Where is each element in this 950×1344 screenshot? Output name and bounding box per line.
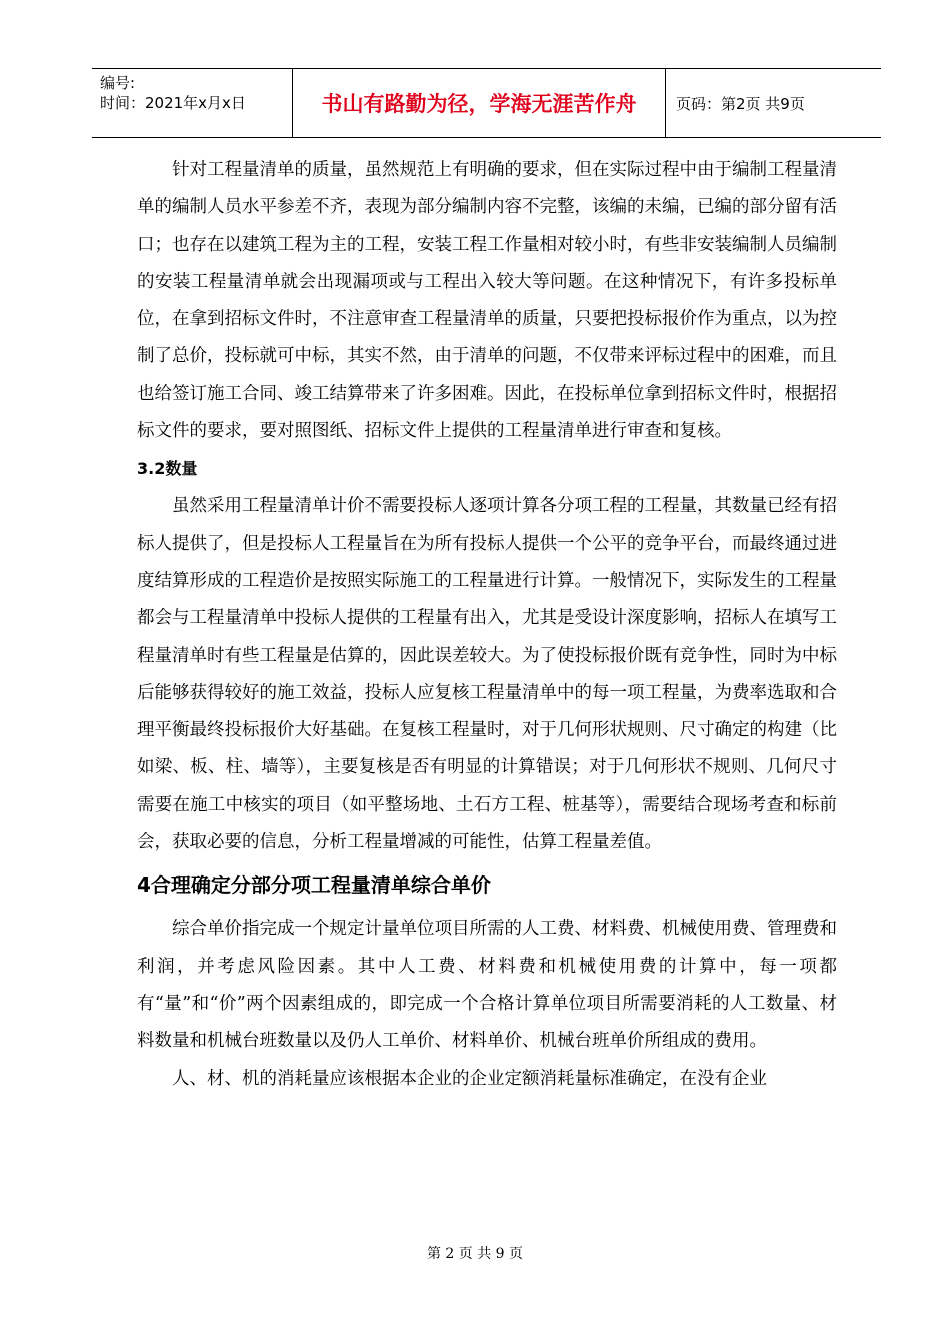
paragraph-consumption: 人、材、机的消耗量应该根据本企业的企业定额消耗量标准确定，在没有企业 xyxy=(172,1068,767,1089)
page-header xyxy=(92,68,881,138)
heading-3-2-quantity: 3.2数量 xyxy=(137,459,198,479)
document-number-label: 编号: xyxy=(100,74,136,92)
paragraph-quantity: 虽然采用工程量清单计价不需要投标人逐项计算各分项工程的工程量，其数量已经有招标人提供了，但是投标人工程量旨在为所有投标人提供一个公平的竞争平台，而最终通过进度结算形成的工程造价是按照实际施工的工程量进行计算。一般情况下，实际发生的工程量都会与工程量清单中投标人提供的工程量有出入，尤其是受设计深度影响，招标人在填写工程量清单时有些工程量是估算的，因此误差较大。为了使投标报价既有竞争性，同时为中标后能够获得较好的施工效益，投标人应复核工程量清单中的每一项工程量，为费率选取和合理平衡最终投标报价大好基础。在复核工程量时，对于几何形状规则、尺寸确定的构建（比如梁、板、柱、墙等），主要复核是否有明显的计算错误；对于几何形状不规则、几何尺寸需要在施工中核实的项目（如平整场地、土石方工程、桩基等），需要结合现场考查和标前会，获取必要的信息，分析工程量增减的可能性，估算工程量差值。 xyxy=(137,496,837,853)
document-body xyxy=(137,152,837,1098)
header-meta xyxy=(92,69,293,137)
page-footer: 第 2 页 共 9 页 xyxy=(426,1246,524,1262)
heading-section-4: 4合理确定分部分项工程量清单综合单价 xyxy=(137,873,491,898)
document-time-label: 时间：2021年x月x日 xyxy=(100,94,246,112)
header-page-label: 页码：第2页 共9页 xyxy=(676,94,805,113)
paragraph-quality: 针对工程量清单的质量，虽然规范上有明确的要求，但在实际过程中由于编制工程量清单的编制人员水平参差不齐，表现为部分编制内容不完整，该编的未编，已编的部分留有活口；也存在以建筑工程为主的工程，安装工程工作量相对较小时，有些非安装编制人员编制的安装工程量清单就会出现漏项或与工程出入较大等问题。在这种情况下，有许多投标单位，在拿到招标文件时，不注意审查工程量清单的质量，只要把投标报价作为重点，以为控制了总价，投标就可中标，其实不然，由于清单的问题，不仅带来评标过程中的困难，而且也给签订施工合同、竣工结算带来了许多困难。因此，在投标单位拿到招标文件时，根据招标文件的要求，要对照图纸、招标文件上提供的工程量清单进行审查和复核。 xyxy=(137,160,837,442)
paragraph-unit-price: 综合单价指完成一个规定计量单位项目所需的人工费、材料费、机械使用费、管理费和利润，并考虑风险因素。其中人工费、材料费和机械使用费的计算中，每一项都有“量”和“价”两个因素组成的，即完成一个合格计算单位项目所需要消耗的人工数量、材料数量和机械台班数量以及仍人工单价、材料单价、机械台班单价所组成的费用。 xyxy=(137,919,837,1052)
header-motto: 书山有路勤为径，学海无涯苦作舟 xyxy=(293,69,666,137)
